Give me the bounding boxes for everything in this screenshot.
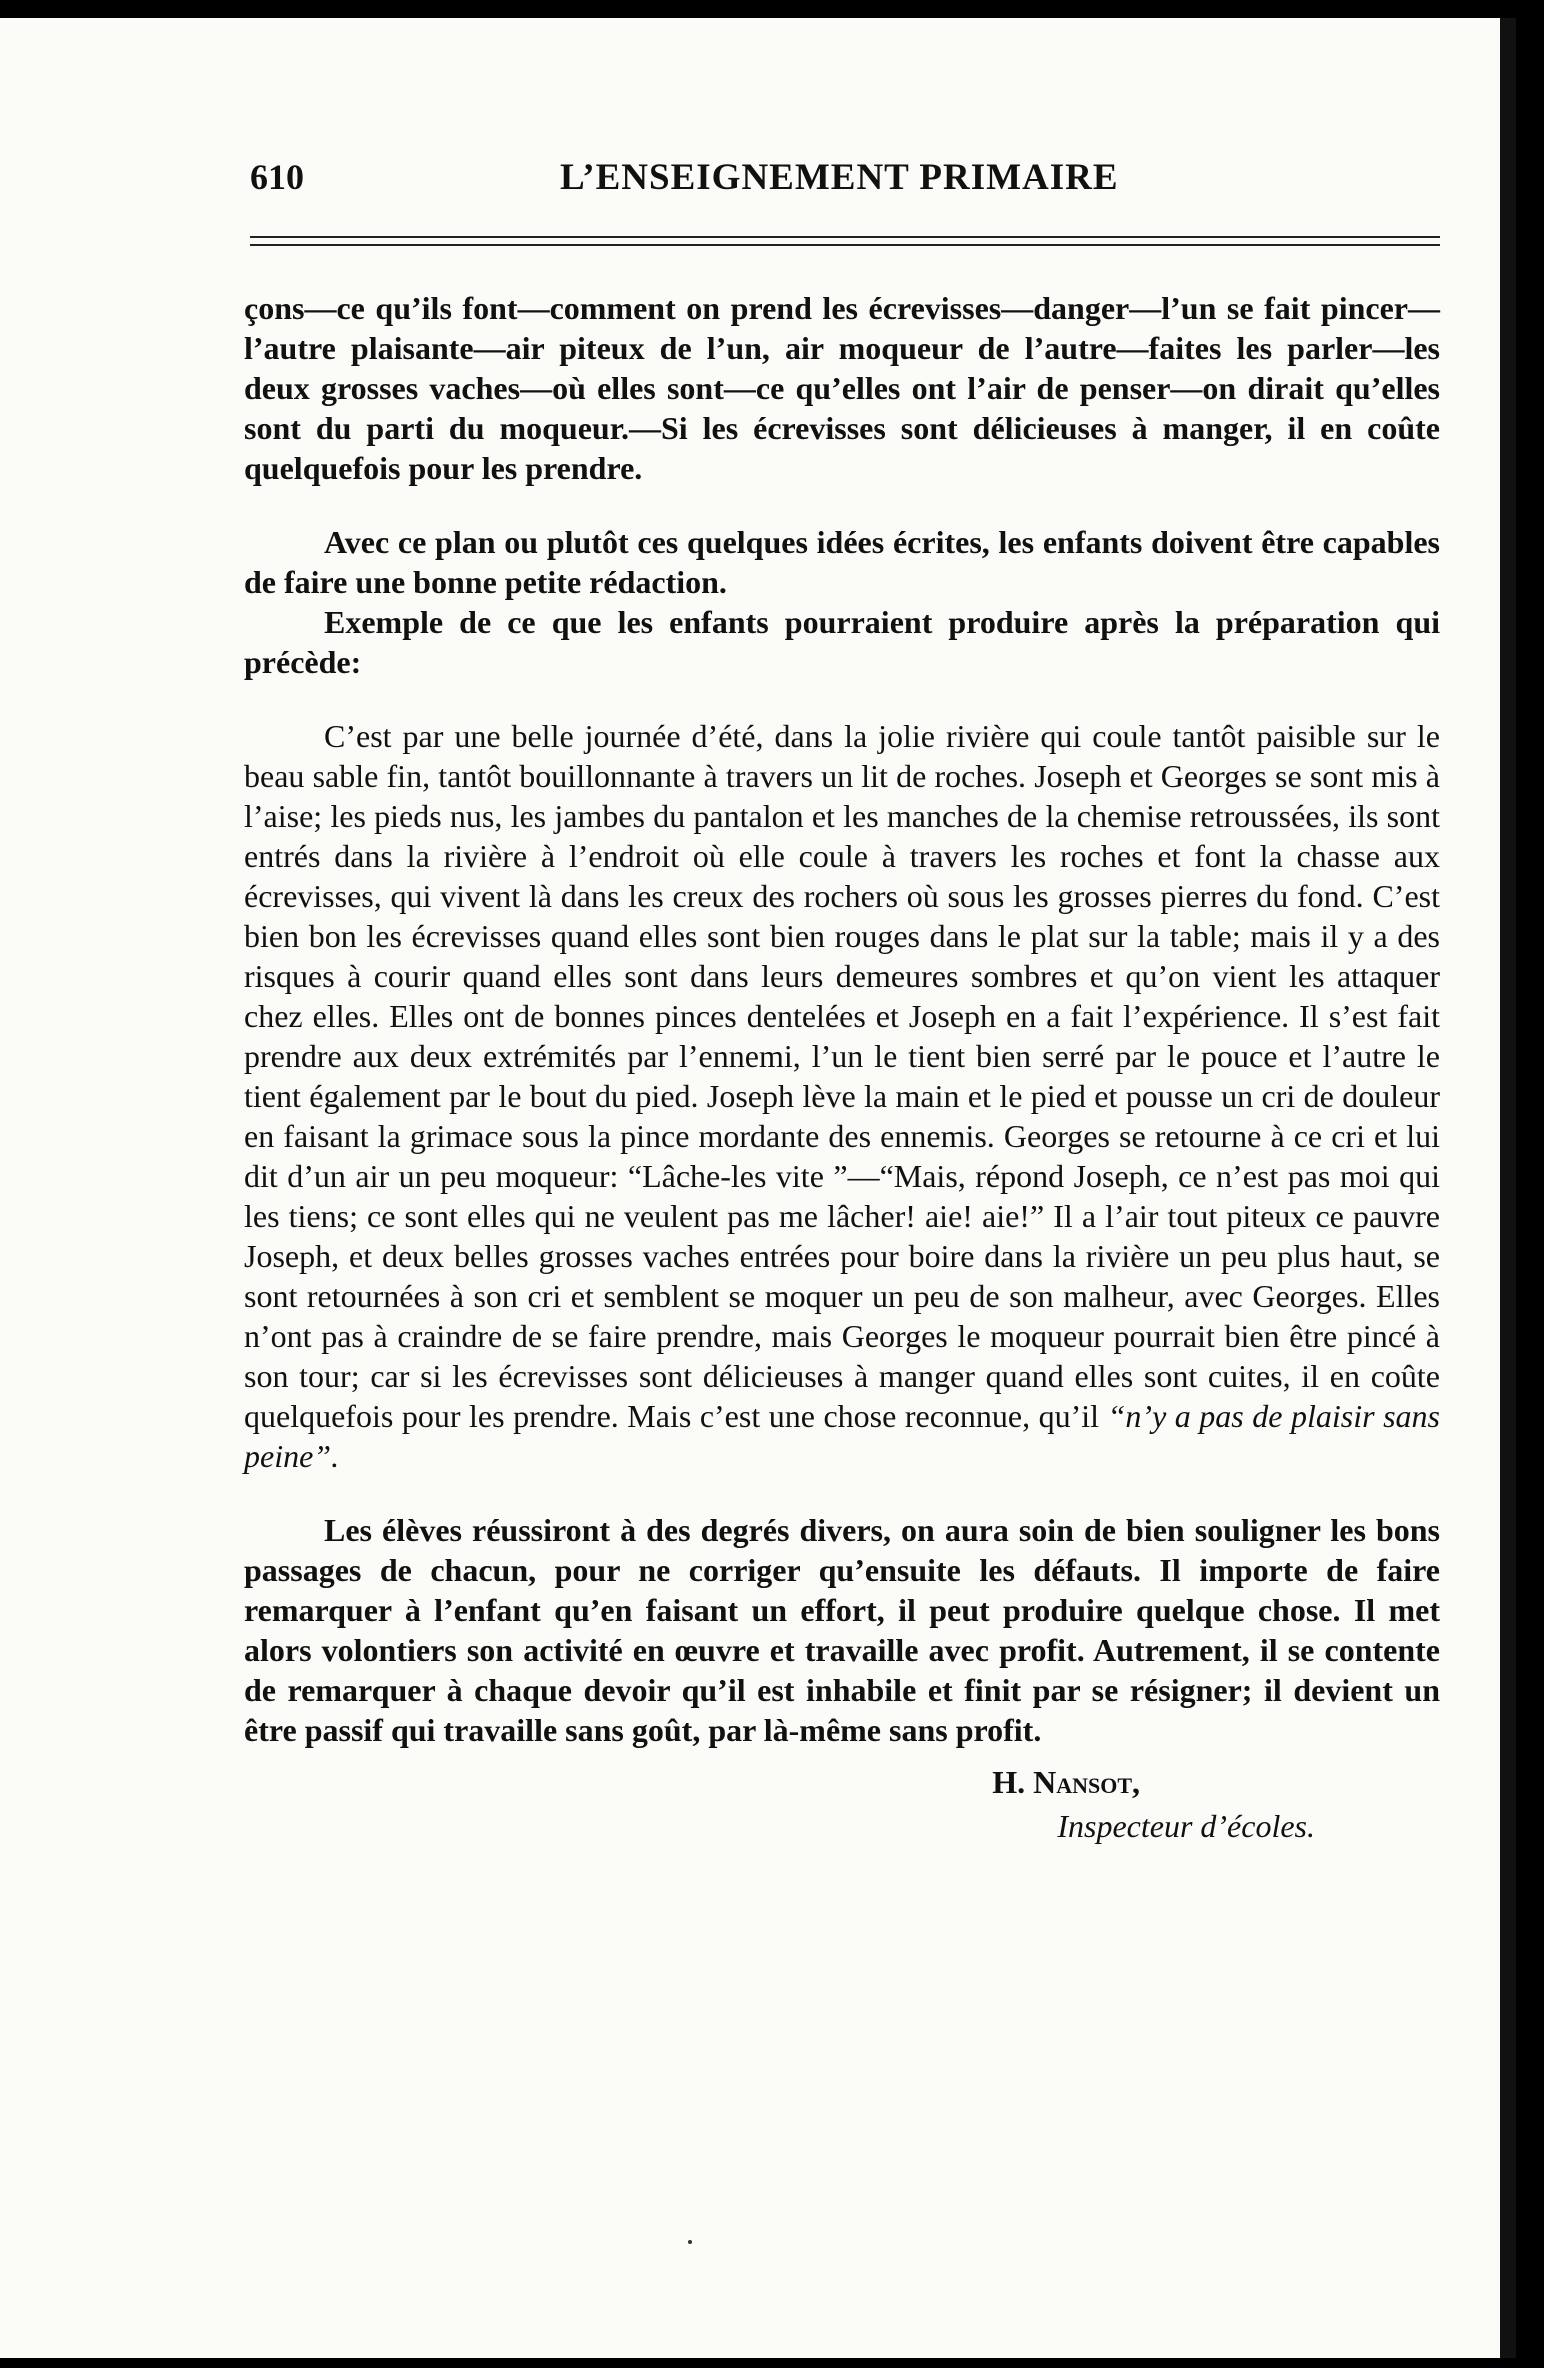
page-speck <box>688 2240 692 2244</box>
instruction-paragraph: Avec ce plan ou plutôt ces quelques idées écrites, les enfants doivent être capables de faire une bonne petite rédaction. <box>244 524 1440 600</box>
page-number: 610 <box>250 157 304 197</box>
author-name-text: H. Nansot, <box>992 1764 1140 1800</box>
article-body <box>244 288 1440 1846</box>
conclusion-paragraph: Les élèves réussiront à des degrés divers, on aura soin de bien souligner les bons passages de chacun, pour ne corriger qu’ensuite les défauts. Il importe de faire remarquer à l’enfant qu’en faisant un effort, il peut produire quelque chose. Il met alors volontiers son activité en œuvre et travaille avec profit. Autrement, il se contente de remarquer à chaque devoir qu’il est inhabile et finit par se résigner; il devient un être passif qui travaille sans goût, par là-même sans profit. <box>244 1512 1440 1748</box>
story-paragraph: C’est par une belle journée d’été, dans la jolie rivière qui coule tantôt paisible sur le beau sable fin, tantôt bouillonnante à travers un lit de roches. Joseph et Georges se sont mis à l’aise; les pieds nus, les jambes du pantalon et les manches de la chemise retroussées, ils sont entrés dans la rivière à l’endroit où elle coule à travers les roches et font la chasse aux écrevisses, qui vivent là dans les creux des rochers où sous les grosses pierres du fond. C’est bien bon les écrevisses quand elles sont bien rouges dans le plat sur la table; mais il y a des risques à courir quand elles sont dans leurs demeures sombres et qu’on vient les attaquer chez elles. Elles ont de bonnes pinces dentelées et Joseph en a fait l’expérience. Il s’est fait prendre aux deux extrémités par l’ennemi, l’un le tient bien serré par le pouce et l’autre le tient également par le bout du pied. Joseph lève la main et le pied et pousse un cri de douleur en faisant la grimace sous la pince mordante des ennemis. Georges se retourne à ce cri et lui dit d’un air un peu moqueur: “Lâche-les vite ”—“Mais, répond Joseph, ce n’est pas moi qui les tiens; ce sont elles qui ne veulent pas me lâcher! aie! aie!” Il a l’air tout piteux ce pauvre Joseph, et deux belles grosses vaches entrées pour boire dans la rivière un peu plus haut, se sont retournées à son cri et semblent se moquer un peu de son malheur, avec Georges. Elles n’ont pas à craindre de se faire prendre, mais Georges le moqueur pourrait bien être pincé à son tour; car si les écrevisses sont délicieuses à manger quand elles sont cuites, il en coûte quelquefois pour les prendre. Mais c’est une chose reconnue, qu’il <box>244 718 1440 1434</box>
header-rule-bottom <box>250 244 1440 246</box>
page-edge-shadow <box>1500 18 1516 2358</box>
author-role: Inspecteur d’écoles. <box>1057 1808 1315 1844</box>
story-closing-quote: “n’y a pas de plaisir sans peine”. <box>244 1398 1441 1474</box>
example-intro-paragraph: Exemple de ce que les enfants pourraient produire après la préparation qui précède: <box>244 604 1440 680</box>
page-header <box>250 140 1440 200</box>
story-text <box>244 716 1440 1476</box>
running-title: L’ENSEIGNEMENT PRIMAIRE <box>560 157 1119 198</box>
author-name <box>244 1762 1440 1802</box>
header-rule-top <box>250 236 1440 238</box>
story-block <box>244 716 1440 1476</box>
plan-paragraph: çons—ce qu’ils font—comment on prend les écrevisses—danger—l’un se fait pincer—l’autre plaisante—air piteux de l’un, air moqueur de l’autre—faites les parler—les deux grosses vaches—où elles sont—ce qu’elles ont l’air de penser—on dirait qu’elles sont du parti du moqueur.—Si les écrevisses sont délicieuses à manger, il en coûte quelquefois pour les prendre. <box>244 290 1440 486</box>
